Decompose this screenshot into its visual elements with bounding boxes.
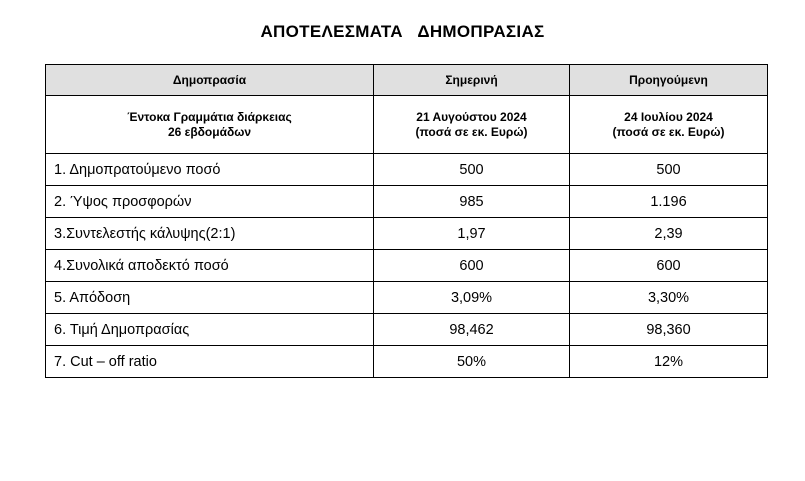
row-previous-value: 500 xyxy=(570,154,768,186)
auction-results-table xyxy=(45,64,768,378)
row-previous-value: 98,360 xyxy=(570,314,768,346)
table-row xyxy=(46,314,768,346)
row-label: 5. Απόδοση xyxy=(46,282,374,314)
row-current-value: 3,09% xyxy=(374,282,570,314)
row-previous-value: 12% xyxy=(570,346,768,378)
subheader-security xyxy=(46,96,374,154)
row-label: 6. Τιμή Δημοπρασίας xyxy=(46,314,374,346)
table-subheader-row xyxy=(46,96,768,154)
row-current-value: 600 xyxy=(374,250,570,282)
table-row xyxy=(46,250,768,282)
row-current-value: 1,97 xyxy=(374,218,570,250)
table-header-row xyxy=(46,65,768,96)
row-current-value: 50% xyxy=(374,346,570,378)
row-label: 3.Συντελεστής κάλυψης(2:1) xyxy=(46,218,374,250)
row-label: 4.Συνολικά αποδεκτό ποσό xyxy=(46,250,374,282)
current-date: 21 Αυγούστου 2024 xyxy=(416,109,527,124)
row-label: 1. Δημοπρατούμενο ποσό xyxy=(46,154,374,186)
security-type: Έντοκα Γραμμάτια διάρκειας xyxy=(127,109,292,124)
header-current: Σημερινή xyxy=(374,65,570,96)
security-duration: 26 εβδομάδων xyxy=(167,124,252,139)
row-current-value: 500 xyxy=(374,154,570,186)
subheader-previous-date xyxy=(570,96,768,154)
row-label: 7. Cut – off ratio xyxy=(46,346,374,378)
header-auction: Δημοπρασία xyxy=(46,65,374,96)
page-title: ΑΠΟΤΕΛΕΣΜΑΤΑ ΔΗΜΟΠΡΑΣΙΑΣ xyxy=(260,22,545,41)
row-previous-value: 3,30% xyxy=(570,282,768,314)
row-previous-value: 600 xyxy=(570,250,768,282)
subheader-current-date xyxy=(374,96,570,154)
row-current-value: 985 xyxy=(374,186,570,218)
table-row xyxy=(46,154,768,186)
row-label: 2. Ύψος προσφορών xyxy=(46,186,374,218)
row-previous-value: 2,39 xyxy=(570,218,768,250)
table-row xyxy=(46,346,768,378)
row-previous-value: 1.196 xyxy=(570,186,768,218)
table-row xyxy=(46,282,768,314)
row-current-value: 98,462 xyxy=(374,314,570,346)
previous-units: (ποσά σε εκ. Ευρώ) xyxy=(612,124,725,139)
previous-date: 24 Ιουλίου 2024 xyxy=(624,109,713,124)
header-previous: Προηγούμενη xyxy=(570,65,768,96)
current-units: (ποσά σε εκ. Ευρώ) xyxy=(415,124,528,139)
table-row xyxy=(46,186,768,218)
table-row xyxy=(46,218,768,250)
